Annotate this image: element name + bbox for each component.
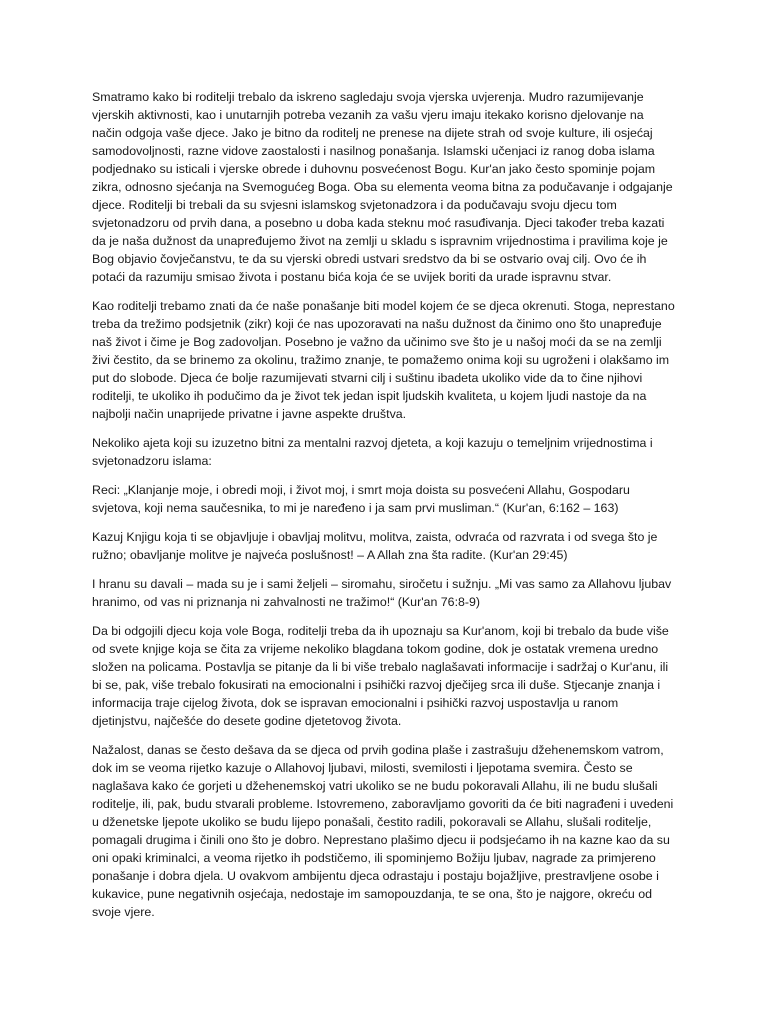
paragraph-parental-beliefs: Smatramo kako bi roditelji trebalo da iskreno sagledaju svoja vjerska uvjerenja. Mudro razumijevanje vjerskih aktivnosti, kao i unutarnjih potreba vezanih za vašu vjeru imaju itekako korisno djelovanje na način odgoja vaše djece. Jako je bitno da roditelj ne prenese na dijete strah od svoje kulture, ili osjećaj samodovoljnosti, razne vidove zaostalosti i nasilnog ponašanja. Islamski učenjaci iz ranog doba islama podjednako su isticali i vjerske obrede i duhovnu posvećenost Bogu. Kur'an jako često spominje pojam zikra, odnosno sjećanja na Svemogućeg Boga. Oba su elementa veoma bitna za podučavanje i odgajanje djece. Roditelji bi trebali da su svjesni islamskog svjetonadzora i da podučavaju svoju djecu tom svjetonadzoru od prvih dana, a posebno u doba kada steknu moć rasuđivanja. Djeci također treba kazati da je naša dužnost da unapređujemo život na zemlji u skladu s ispravnim vrijednostima i pravilima koje je Bog objavio čovječanstvu, te da su vjerski obredi ustvari sredstvo da bi se ostvario ovaj cilj. Ovo će ih potaći da razumiju smisao života i postanu bića koja će se uvijek boriti da urade ispravnu stvar. bbox=[92, 90, 673, 284]
paragraph-quote-6-162: Reci: „Klanjanje moje, i obredi moji, i život moj, i smrt moja doista su posvećeni Allahu, Gospodaru svjetova, koji nema saučesnika, to mi je naređeno i ja sam prvi musliman.“ (Kur'an, 6:162 – 163) bbox=[92, 483, 630, 515]
paragraph-quote-76-8: I hranu su davali – mada su je i sami željeli – siromahu, siročetu i sužnju. „Mi vas samo za Allahovu ljubav hranimo, od vas ni priznanja ni zahvalnosti ne tražimo!“ (Kur'an 76:8-9) bbox=[92, 577, 672, 609]
paragraph-verses-intro: Nekoliko ajeta koji su izuzetno bitni za mentalni razvoj djeteta, a koji kazuju o temeljnim vrijednostima i svjetonadzoru islama: bbox=[92, 436, 653, 468]
document-page bbox=[92, 88, 676, 932]
paragraph-parents-as-model: Kao roditelji trebamo znati da će naše ponašanje biti model kojem će se djeca okrenuti. Stoga, neprestano treba da trežimo podsjetnik (zikr) koji će nas upozoravati na našu dužnost da činimo ono što unapređuje naš život i čime je Bog zadovoljan. Posebno je važno da učinimo sve što je u našoj moći da se na zemlji živi čestito, da se brinemo za okolinu, tražimo znanje, te pomažemo onima koji su ugroženi i olakšamo im put do slobode. Djeca će bolje razumijevati stvarni cilj i suštinu ibadeta ukoliko vide da to čine njihovi roditelji, te ukoliko ih podučimo da je život tek jedan ispit ljudskih kvaliteta, u kojem ljudi nastoje da na najbolji način unaprijede privatne i javne aspekte društva. bbox=[92, 299, 675, 421]
paragraph-fear-vs-love: Nažalost, danas se često dešava da se djeca od prvih godina plaše i zastrašuju džehenemskom vatrom, dok im se veoma rijetko kazuje o Allahovoj ljubavi, milosti, svemilosti i ljepotama svemira. Često se naglašava kako će gorjeti u džehenemskoj vatri ukoliko se ne budu pokoravali Allahu, ili ne budu slušali roditelje, ili, pak, budu stvarali probleme. Istovremeno, zaboravljamo govoriti da će biti nagrađeni i uvedeni u dženetske ljepote ukoliko se budu lijepo ponašali, čestito radili, pokoravali se Allahu, slušali roditelje, pomagali drugima i činili ono što je dobro. Neprestano plašimo djecu ii podsjećamo ih na kazne kao da su oni opaki kriminalci, a veoma rijetko ih podstičemo, ili spominjemo Božiju ljubav, nagrade za primjereno ponašanje i dobra djela. U ovakvom ambijentu djeca odrastaju i postaju bojažljive, prestravljene osobe i kukavice, pune negativnih osjećaja, nedostaje im samopouzdanja, te se ona, što je najgore, okreću od svoje vjere. bbox=[92, 743, 674, 919]
paragraph-quote-29-45: Kazuj Knjigu koja ti se objavljuje i obavljaj molitvu, molitva, zaista, odvraća od razvrata i od svega što je ružno; obavljanje molitve je najveća poslušnost! – A Allah zna šta radite. (Kur'an 29:45) bbox=[92, 530, 658, 562]
paragraph-quran-upbringing: Da bi odgojili djecu koja vole Boga, roditelji treba da ih upoznaju sa Kur'anom, koji bi trebalo da bude više od svete knjige koja se čita za vrijeme nekoliko blagdana tokom godine, dok je ostatak vremena uredno složen na policama. Postavlja se pitanje da li bi više trebalo naglašavati informacije i sadržaj o Kur'anu, ili bi se, pak, više trebalo fokusirati na emocionalni i psihički razvoj dječijeg srca ili duše. Stjecanje znanja i informacija traje cijelog života, dok se ispravan emocionalni i psihički razvoj uspostavlja u ranom djetinjstvu, najčešće do desete godine djetetovog života. bbox=[92, 624, 669, 728]
